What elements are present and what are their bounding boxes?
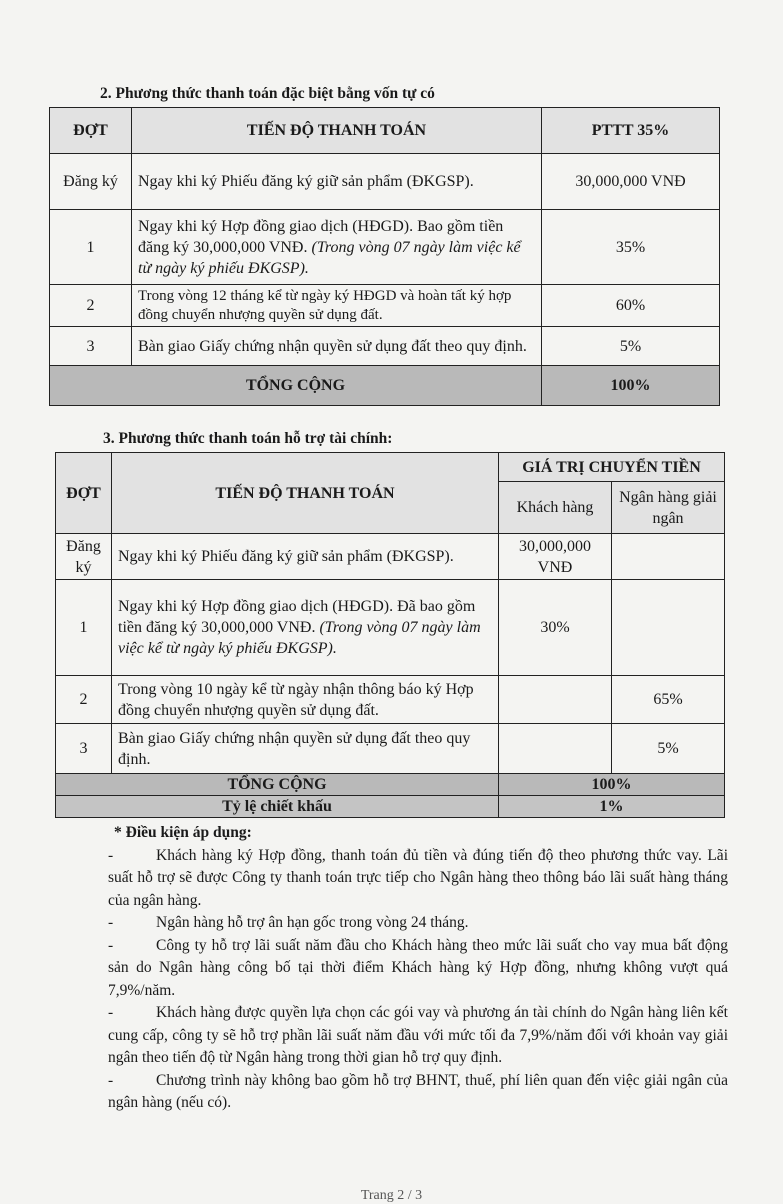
table-header-row	[50, 108, 720, 154]
row-text: Ngay khi ký Hợp đồng giao dịch (HĐGD). Đã bao gồm tiền đăng ký 30,000,000 VNĐ.	[118, 598, 476, 636]
condition-item: - Khách hàng ký Hợp đồng, thanh toán đủ tiền và đúng tiến độ theo phương thức vay. Lãi suất hỗ trợ sẽ được Công ty thanh toán trực tiếp cho Ngân hàng theo thông báo lãi suất hàng tháng của ngân hàng.	[108, 846, 728, 909]
table-row	[50, 154, 720, 210]
table-header-row	[56, 453, 725, 482]
col-header-dot: ĐỢT	[56, 453, 112, 534]
row-dot: Đăng ký	[56, 534, 112, 580]
row-value: 35%	[542, 210, 720, 285]
discount-value: 1%	[499, 796, 725, 818]
row-text: Ngay khi ký Phiếu đăng ký giữ sản phẩm (ĐKGSP).	[112, 534, 499, 580]
conditions-title: * Điều kiện áp dụng:	[114, 824, 252, 841]
table-row	[50, 327, 720, 366]
row-text: Bàn giao Giấy chứng nhận quyền sử dụng đất theo quy định.	[132, 327, 542, 366]
row-bank	[612, 534, 725, 580]
row-customer	[499, 676, 612, 724]
row-bank: 65%	[612, 676, 725, 724]
section3-table	[55, 452, 725, 818]
page-number: Trang 2 / 3	[360, 1188, 423, 1203]
table-row	[56, 724, 725, 774]
row-text: Ngay khi ký Phiếu đăng ký giữ sản phẩm (ĐKGSP).	[132, 154, 542, 210]
table-row	[50, 285, 720, 327]
condition-item: - Công ty hỗ trợ lãi suất năm đầu cho Khách hàng theo mức lãi suất cho vay mua bất động sản do Ngân hàng công bố tại thời điểm Khách hàng ký Hợp đồng, nhưng không vượt quá 7,9%/năm.	[108, 936, 728, 999]
row-cell	[112, 580, 499, 676]
col-header-pttt: PTTT 35%	[542, 108, 720, 154]
section2-heading: 2. Phương thức thanh toán đặc biệt bằng vốn tự có	[100, 85, 435, 102]
row-dot: Đăng ký	[50, 154, 132, 210]
total-row	[50, 366, 720, 406]
row-dot: 1	[50, 210, 132, 285]
col-header-bank: Ngân hàng giải ngân	[612, 482, 725, 534]
row-text: Bàn giao Giấy chứng nhận quyền sử dụng đất theo quy định.	[112, 724, 499, 774]
col-header-transfer: GIÁ TRỊ CHUYỂN TIỀN	[499, 453, 725, 482]
row-note: (Trong vòng 07 ngày làm việc kể từ ngày ký phiếu ĐKGSP).	[118, 619, 481, 657]
row-cell	[132, 210, 542, 285]
total-label: TỔNG CỘNG	[56, 774, 499, 796]
table-row	[50, 210, 720, 285]
col-header-customer: Khách hàng	[499, 482, 612, 534]
row-dot: 1	[56, 580, 112, 676]
row-dot: 3	[56, 724, 112, 774]
total-row	[56, 774, 725, 796]
row-value: 60%	[542, 285, 720, 327]
conditions-section	[108, 822, 728, 1115]
row-bank: 5%	[612, 724, 725, 774]
table-row	[56, 534, 725, 580]
row-text: Ngay khi ký Hợp đồng giao dịch (HĐGD). Bao gồm tiền đăng ký 30,000,000 VNĐ.	[138, 217, 504, 256]
row-value: 5%	[542, 327, 720, 366]
table-row	[56, 676, 725, 724]
discount-row	[56, 796, 725, 818]
col-header-progress: TIẾN ĐỘ THANH TOÁN	[112, 453, 499, 534]
row-customer: 30%	[499, 580, 612, 676]
row-value: 30,000,000 VNĐ	[542, 154, 720, 210]
section3-heading: 3. Phương thức thanh toán hỗ trợ tài chính:	[103, 430, 393, 447]
table-row	[56, 580, 725, 676]
row-note: (Trong vòng 07 ngày làm việc kể từ ngày ký phiếu ĐKGSP).	[138, 238, 521, 277]
row-customer: 30,000,000 VNĐ	[499, 534, 612, 580]
row-dot: 2	[56, 676, 112, 724]
row-bank	[612, 580, 725, 676]
section2-table	[49, 107, 720, 406]
total-value: 100%	[499, 774, 725, 796]
row-dot: 3	[50, 327, 132, 366]
total-label: TỔNG CỘNG	[50, 366, 542, 406]
row-dot: 2	[50, 285, 132, 327]
col-header-dot: ĐỢT	[50, 108, 132, 154]
condition-item: - Chương trình này không bao gồm hỗ trợ BHNT, thuế, phí liên quan đến việc giải ngân của ngân hàng (nếu có).	[108, 1071, 728, 1111]
discount-label: Tỷ lệ chiết khấu	[56, 796, 499, 818]
row-text: Trong vòng 10 ngày kể từ ngày nhận thông báo ký Hợp đồng chuyển nhượng quyền sử dụng đất.	[112, 676, 499, 724]
total-value: 100%	[542, 366, 720, 406]
col-header-progress: TIẾN ĐỘ THANH TOÁN	[132, 108, 542, 154]
condition-item: - Ngân hàng hỗ trợ ân hạn gốc trong vòng 24 tháng.	[108, 914, 469, 931]
condition-item: - Khách hàng được quyền lựa chọn các gói vay và phương án tài chính do Ngân hàng liên kết cung cấp, công ty sẽ hỗ trợ phần lãi suất năm đầu với mức tối đa 7,9%/năm đối với khoản vay giải ngân theo tiến độ từ Ngân hàng trong thời gian hỗ trợ quy định.	[108, 1004, 728, 1066]
row-text: Trong vòng 12 tháng kể từ ngày ký HĐGD và hoàn tất ký hợp đồng chuyển nhượng quyền sử dụng đất.	[132, 285, 542, 327]
row-customer	[499, 724, 612, 774]
